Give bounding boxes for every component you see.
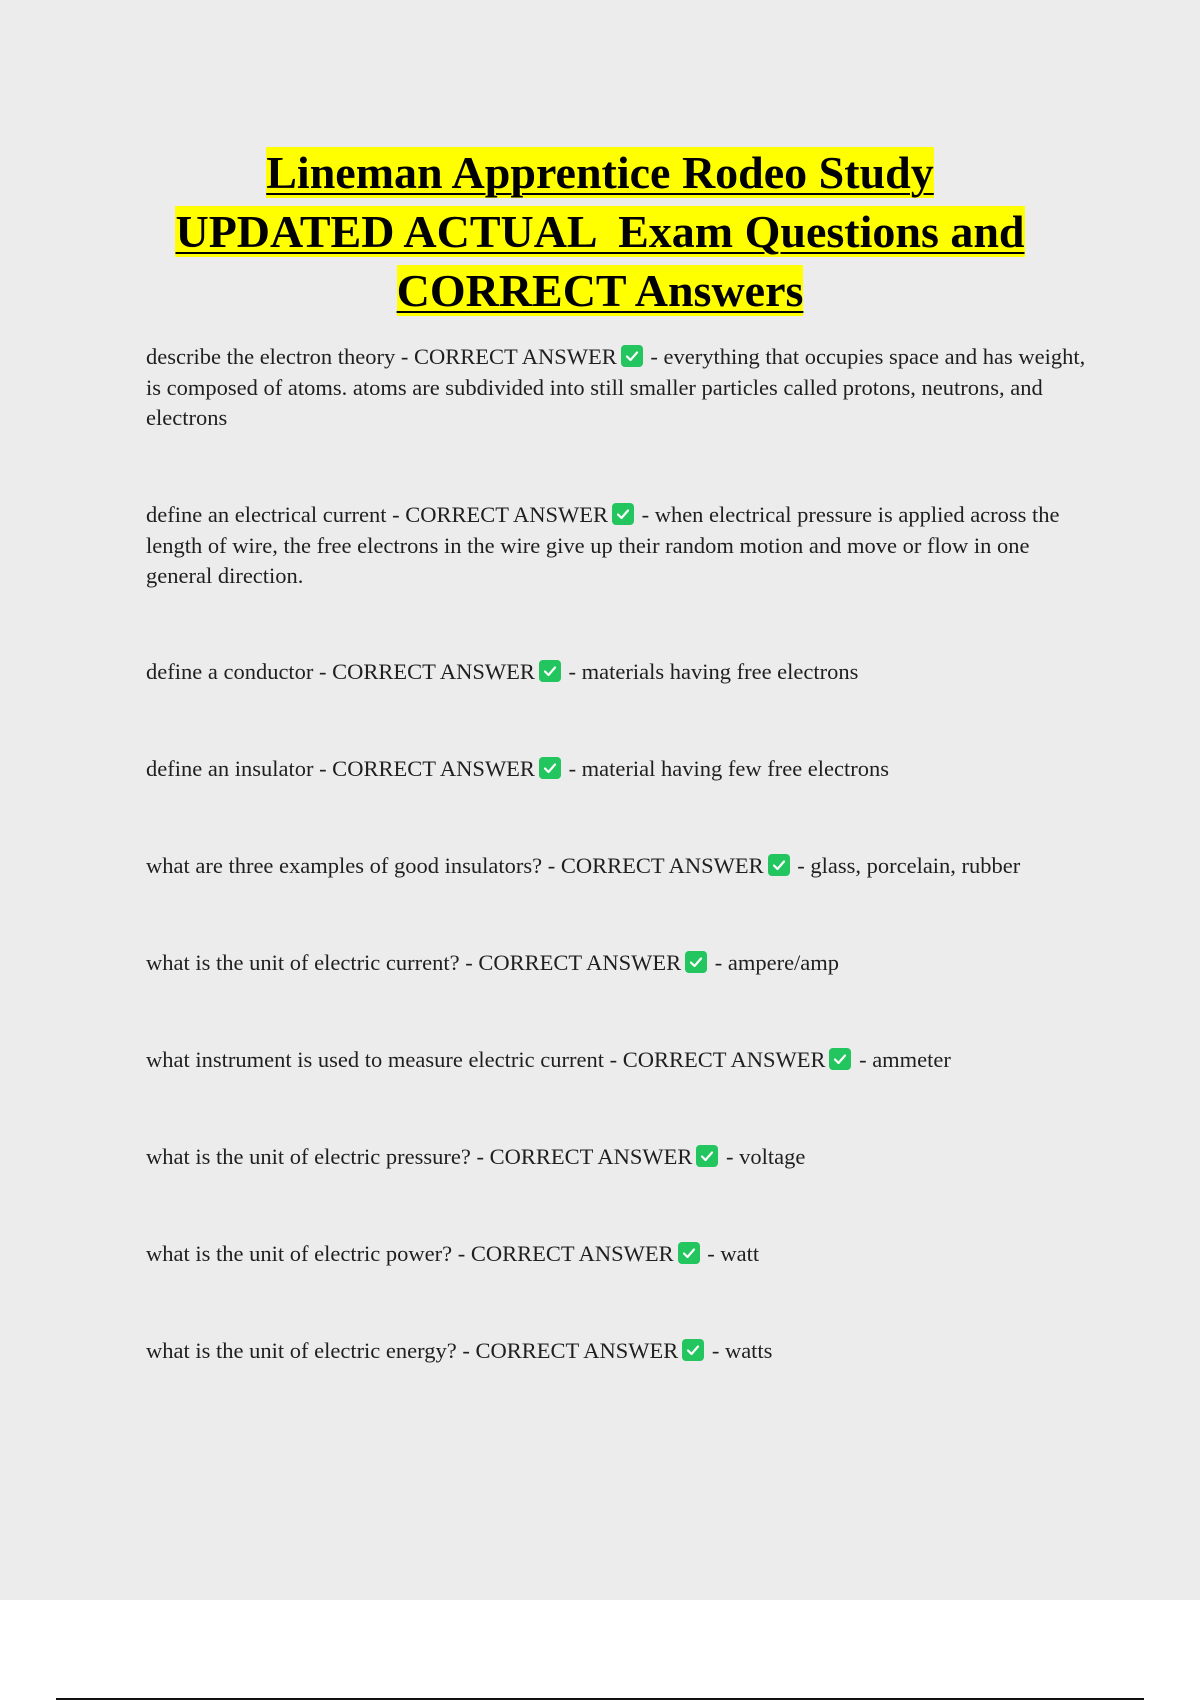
check-icon <box>682 1339 704 1361</box>
qa-item <box>146 851 1086 882</box>
check-icon <box>829 1048 851 1070</box>
answer-text: - ammeter <box>859 1047 951 1072</box>
check-icon <box>696 1145 718 1167</box>
answer-text: - watt <box>707 1241 760 1266</box>
answer-text: - voltage <box>726 1144 806 1169</box>
check-icon <box>685 951 707 973</box>
qa-item <box>146 754 1086 785</box>
check-icon <box>539 757 561 779</box>
check-icon <box>612 503 634 525</box>
qa-item <box>146 1239 1086 1270</box>
title-line-2: UPDATED ACTUAL Exam Questions and <box>175 206 1025 257</box>
question-text: what is the unit of electric pressure? - CORRECT ANSWER <box>146 1144 693 1169</box>
answer-text: - ampere/amp <box>714 950 840 975</box>
answer-text: - everything that occupies space and has weight, is composed of atoms. atoms are subdivided into still smaller particles called protons, neutrons, and electrons <box>146 344 1086 430</box>
question-text: what are three examples of good insulators? - CORRECT ANSWER <box>146 853 764 878</box>
qa-item <box>146 1142 1086 1173</box>
qa-item <box>146 657 1086 688</box>
qa-item <box>146 342 1086 434</box>
answer-text: - watts <box>711 1338 773 1363</box>
question-text: define a conductor - CORRECT ANSWER <box>146 659 535 684</box>
check-icon <box>621 345 643 367</box>
check-icon <box>539 660 561 682</box>
qa-item <box>146 948 1086 979</box>
qa-item <box>146 500 1086 592</box>
question-text: what instrument is used to measure electric current - CORRECT ANSWER <box>146 1047 826 1072</box>
qa-item <box>146 1336 1086 1367</box>
answer-text: - when electrical pressure is applied across the length of wire, the free electrons in the wire give up their random motion and move or flow in one general direction. <box>146 502 1060 588</box>
title-line-1: Lineman Apprentice Rodeo Study <box>266 147 934 198</box>
qa-item <box>146 1045 1086 1076</box>
check-icon <box>768 854 790 876</box>
question-text: what is the unit of electric current? - CORRECT ANSWER <box>146 950 682 975</box>
question-text: what is the unit of electric energy? - CORRECT ANSWER <box>146 1338 679 1363</box>
question-text: what is the unit of electric power? - CORRECT ANSWER <box>146 1241 674 1266</box>
question-text: define an insulator - CORRECT ANSWER <box>146 756 535 781</box>
document-title <box>100 143 1100 320</box>
question-text: describe the electron theory - CORRECT ANSWER <box>146 344 617 369</box>
check-icon <box>678 1242 700 1264</box>
question-text: define an electrical current - CORRECT ANSWER <box>146 502 608 527</box>
answer-text: - material having few free electrons <box>568 756 890 781</box>
answer-text: - materials having free electrons <box>568 659 859 684</box>
title-line-3: CORRECT Answers <box>396 265 804 316</box>
answer-text: - glass, porcelain, rubber <box>797 853 1021 878</box>
